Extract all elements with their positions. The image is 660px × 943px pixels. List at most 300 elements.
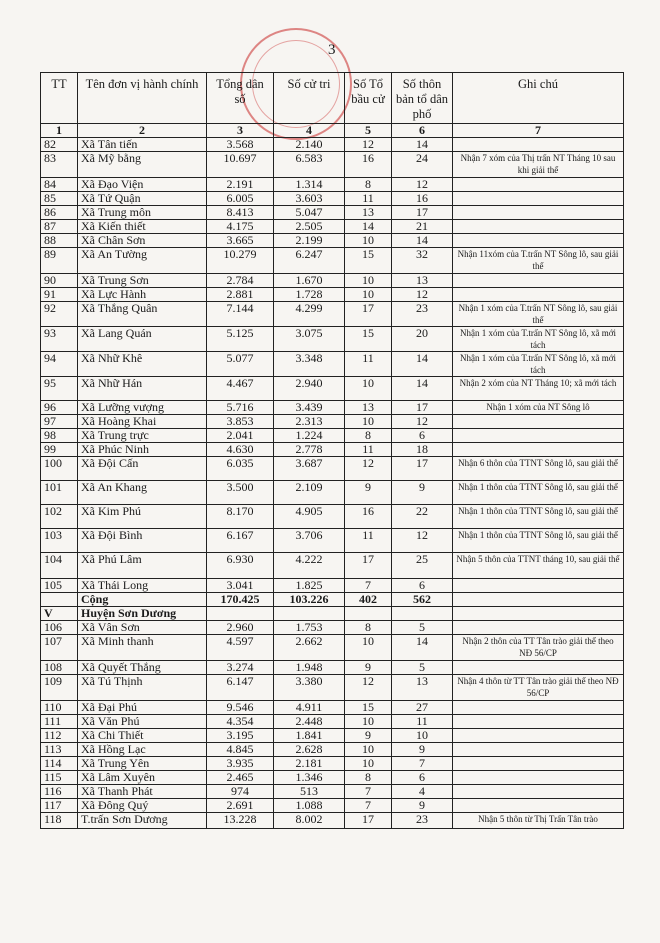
cell-tt: 88	[41, 234, 78, 248]
cell-villages: 6	[392, 771, 453, 785]
col-num: 5	[345, 124, 392, 138]
cell-note	[453, 138, 624, 152]
cell-tt: 103	[41, 529, 78, 553]
cell-voters: 2.505	[274, 220, 345, 234]
cell-villages: 11	[392, 715, 453, 729]
table-row	[41, 607, 624, 621]
cell-villages: 13	[392, 675, 453, 701]
cell-villages: 18	[392, 443, 453, 457]
table-row	[41, 220, 624, 234]
table-row	[41, 352, 624, 377]
cell-population	[207, 607, 274, 621]
cell-name: Xã Trung môn	[78, 206, 207, 220]
cell-population: 2.041	[207, 429, 274, 443]
cell-tt: 106	[41, 621, 78, 635]
cell-tt	[41, 593, 78, 607]
cell-election-teams: 11	[345, 443, 392, 457]
cell-election-teams: 10	[345, 743, 392, 757]
cell-tt: 100	[41, 457, 78, 481]
table-row	[41, 635, 624, 661]
cell-villages: 17	[392, 457, 453, 481]
table-row	[41, 757, 624, 771]
cell-villages: 23	[392, 813, 453, 829]
cell-population: 7.144	[207, 302, 274, 327]
column-number-row	[41, 124, 624, 138]
cell-population: 3.935	[207, 757, 274, 771]
cell-tt: V	[41, 607, 78, 621]
cell-voters: 3.075	[274, 327, 345, 352]
cell-villages: 12	[392, 415, 453, 429]
cell-note	[453, 701, 624, 715]
cell-note	[453, 785, 624, 799]
cell-voters: 103.226	[274, 593, 345, 607]
cell-election-teams: 8	[345, 621, 392, 635]
cell-note	[453, 220, 624, 234]
cell-tt: 97	[41, 415, 78, 429]
cell-election-teams: 402	[345, 593, 392, 607]
cell-voters: 2.181	[274, 757, 345, 771]
cell-population: 5.125	[207, 327, 274, 352]
cell-population: 4.597	[207, 635, 274, 661]
cell-note: Nhận 7 xóm của Thị trấn NT Tháng 10 sau khi giải thể	[453, 152, 624, 178]
cell-population: 2.784	[207, 274, 274, 288]
cell-voters: 1.088	[274, 799, 345, 813]
cell-voters: 1.346	[274, 771, 345, 785]
cell-name: Xã Đội Cấn	[78, 457, 207, 481]
cell-tt: 86	[41, 206, 78, 220]
col-num: 2	[78, 124, 207, 138]
table-row	[41, 771, 624, 785]
cell-voters: 1.753	[274, 621, 345, 635]
cell-villages: 24	[392, 152, 453, 178]
cell-villages: 21	[392, 220, 453, 234]
cell-name: Xã Hoàng Khai	[78, 415, 207, 429]
cell-election-teams: 7	[345, 579, 392, 593]
cell-villages: 17	[392, 206, 453, 220]
header-name: Tên đơn vị hành chính	[78, 73, 207, 124]
header-row	[41, 73, 624, 124]
header-population: Tổng dân số	[207, 73, 274, 124]
header-tt: TT	[41, 73, 78, 124]
cell-voters: 8.002	[274, 813, 345, 829]
cell-election-teams: 10	[345, 234, 392, 248]
cell-tt: 93	[41, 327, 78, 352]
cell-voters	[274, 607, 345, 621]
cell-tt: 110	[41, 701, 78, 715]
cell-note	[453, 799, 624, 813]
cell-name: Xã Thái Long	[78, 579, 207, 593]
cell-population: 3.853	[207, 415, 274, 429]
cell-note	[453, 274, 624, 288]
cell-tt: 98	[41, 429, 78, 443]
cell-villages: 6	[392, 429, 453, 443]
cell-tt: 114	[41, 757, 78, 771]
cell-voters: 1.670	[274, 274, 345, 288]
cell-villages: 10	[392, 729, 453, 743]
table-row	[41, 327, 624, 352]
col-num: 4	[274, 124, 345, 138]
cell-election-teams: 13	[345, 401, 392, 415]
cell-tt: 94	[41, 352, 78, 377]
cell-tt: 108	[41, 661, 78, 675]
cell-tt: 109	[41, 675, 78, 701]
cell-election-teams: 9	[345, 661, 392, 675]
cell-note: Nhận 2 xóm của NT Tháng 10; xã mới tách	[453, 377, 624, 401]
col-num: 7	[453, 124, 624, 138]
cell-population: 3.195	[207, 729, 274, 743]
cell-name: Xã Đạo Viện	[78, 178, 207, 192]
table-row	[41, 579, 624, 593]
cell-voters: 3.380	[274, 675, 345, 701]
cell-name: Xã Đông Quý	[78, 799, 207, 813]
cell-villages: 9	[392, 743, 453, 757]
header-election-teams: Số Tổ bầu cử	[345, 73, 392, 124]
cell-name: Xã Kim Phú	[78, 505, 207, 529]
cell-note	[453, 178, 624, 192]
admin-units-table	[40, 72, 624, 829]
cell-note: Nhận 11xóm của T.trấn NT Sông lô, sau giải thể	[453, 248, 624, 274]
cell-tt: 112	[41, 729, 78, 743]
cell-note	[453, 743, 624, 757]
cell-election-teams: 17	[345, 302, 392, 327]
table-row	[41, 248, 624, 274]
cell-voters: 2.940	[274, 377, 345, 401]
cell-name: Xã Hồng Lạc	[78, 743, 207, 757]
cell-population: 8.170	[207, 505, 274, 529]
table-body	[41, 138, 624, 829]
cell-population: 5.716	[207, 401, 274, 415]
cell-note	[453, 715, 624, 729]
cell-tt: 90	[41, 274, 78, 288]
cell-election-teams: 10	[345, 715, 392, 729]
cell-population: 6.005	[207, 192, 274, 206]
cell-note	[453, 729, 624, 743]
cell-name: Xã Trung Yên	[78, 757, 207, 771]
cell-tt: 111	[41, 715, 78, 729]
cell-note	[453, 757, 624, 771]
cell-election-teams: 8	[345, 771, 392, 785]
cell-note: Nhận 1 xóm của T.trấn NT Sông lô, xã mới tách	[453, 327, 624, 352]
cell-villages: 12	[392, 178, 453, 192]
cell-villages: 27	[392, 701, 453, 715]
cell-tt: 83	[41, 152, 78, 178]
cell-tt: 104	[41, 553, 78, 579]
cell-population: 9.546	[207, 701, 274, 715]
cell-election-teams: 10	[345, 635, 392, 661]
cell-note: Nhận 1 xóm của T.trấn NT Sông lô, xã mới tách	[453, 352, 624, 377]
cell-name: Xã Thanh Phát	[78, 785, 207, 799]
cell-tt: 95	[41, 377, 78, 401]
cell-voters: 5.047	[274, 206, 345, 220]
cell-villages: 22	[392, 505, 453, 529]
cell-election-teams: 11	[345, 529, 392, 553]
cell-tt: 89	[41, 248, 78, 274]
cell-election-teams: 14	[345, 220, 392, 234]
cell-population: 3.665	[207, 234, 274, 248]
cell-election-teams: 9	[345, 729, 392, 743]
cell-tt: 101	[41, 481, 78, 505]
cell-voters: 513	[274, 785, 345, 799]
cell-election-teams: 10	[345, 377, 392, 401]
cell-tt: 99	[41, 443, 78, 457]
cell-note	[453, 621, 624, 635]
cell-election-teams: 12	[345, 675, 392, 701]
cell-note	[453, 192, 624, 206]
cell-election-teams: 8	[345, 178, 392, 192]
cell-note: Nhận 6 thôn của TTNT Sông lô, sau giải thể	[453, 457, 624, 481]
cell-villages: 4	[392, 785, 453, 799]
cell-note	[453, 206, 624, 220]
cell-population: 974	[207, 785, 274, 799]
cell-population: 4.630	[207, 443, 274, 457]
cell-villages: 14	[392, 352, 453, 377]
cell-voters: 3.348	[274, 352, 345, 377]
cell-name: Xã Đại Phú	[78, 701, 207, 715]
cell-note: Nhận 2 thôn của TT Tân trào giải thể theo NĐ 56/CP	[453, 635, 624, 661]
cell-note	[453, 443, 624, 457]
col-num: 6	[392, 124, 453, 138]
table-row	[41, 529, 624, 553]
table-row	[41, 274, 624, 288]
cell-tt: 116	[41, 785, 78, 799]
cell-election-teams: 11	[345, 352, 392, 377]
cell-villages: 7	[392, 757, 453, 771]
cell-note: Nhận 1 thôn của TTNT Sông lô, sau giải thể	[453, 505, 624, 529]
table-row	[41, 593, 624, 607]
cell-name: Xã Phúc Ninh	[78, 443, 207, 457]
cell-tt: 102	[41, 505, 78, 529]
cell-name: Xã Trung trực	[78, 429, 207, 443]
cell-election-teams: 7	[345, 799, 392, 813]
cell-voters: 1.224	[274, 429, 345, 443]
table-row	[41, 443, 624, 457]
cell-villages: 14	[392, 635, 453, 661]
table-row	[41, 206, 624, 220]
cell-villages: 6	[392, 579, 453, 593]
cell-name: Xã Nhữ Hán	[78, 377, 207, 401]
cell-voters: 6.583	[274, 152, 345, 178]
cell-villages: 23	[392, 302, 453, 327]
cell-villages: 14	[392, 138, 453, 152]
cell-election-teams: 9	[345, 481, 392, 505]
table-row	[41, 743, 624, 757]
cell-name: Xã Quyết Thắng	[78, 661, 207, 675]
cell-voters: 2.313	[274, 415, 345, 429]
cell-tt: 105	[41, 579, 78, 593]
cell-name: Xã Mỹ bằng	[78, 152, 207, 178]
cell-election-teams: 17	[345, 553, 392, 579]
cell-voters: 2.199	[274, 234, 345, 248]
cell-population: 10.697	[207, 152, 274, 178]
cell-population: 4.354	[207, 715, 274, 729]
cell-name: Xã Lưỡng vượng	[78, 401, 207, 415]
cell-population: 6.035	[207, 457, 274, 481]
cell-tt: 82	[41, 138, 78, 152]
cell-election-teams	[345, 607, 392, 621]
cell-population: 170.425	[207, 593, 274, 607]
cell-population: 3.568	[207, 138, 274, 152]
cell-villages: 16	[392, 192, 453, 206]
cell-name: Xã Minh thanh	[78, 635, 207, 661]
table-row	[41, 729, 624, 743]
cell-voters: 4.905	[274, 505, 345, 529]
cell-name: Xã Tứ Quận	[78, 192, 207, 206]
cell-name: Xã Lâm Xuyên	[78, 771, 207, 785]
cell-population: 6.167	[207, 529, 274, 553]
cell-villages: 14	[392, 234, 453, 248]
cell-voters: 6.247	[274, 248, 345, 274]
cell-voters: 2.628	[274, 743, 345, 757]
cell-election-teams: 15	[345, 248, 392, 274]
cell-name: Xã Lang Quán	[78, 327, 207, 352]
cell-population: 3.041	[207, 579, 274, 593]
cell-voters: 2.109	[274, 481, 345, 505]
cell-election-teams: 17	[345, 813, 392, 829]
cell-villages: 20	[392, 327, 453, 352]
cell-name: Huyện Sơn Dương	[78, 607, 207, 621]
cell-election-teams: 7	[345, 785, 392, 799]
cell-tt: 84	[41, 178, 78, 192]
cell-name: Xã Chi Thiết	[78, 729, 207, 743]
cell-tt: 118	[41, 813, 78, 829]
cell-villages: 14	[392, 377, 453, 401]
cell-election-teams: 13	[345, 206, 392, 220]
cell-population: 2.465	[207, 771, 274, 785]
cell-population: 4.175	[207, 220, 274, 234]
cell-tt: 113	[41, 743, 78, 757]
table-row	[41, 192, 624, 206]
cell-tt: 91	[41, 288, 78, 302]
header-villages: Số thôn bản tổ dân phố	[392, 73, 453, 124]
cell-voters: 1.728	[274, 288, 345, 302]
table-row	[41, 553, 624, 579]
cell-note	[453, 771, 624, 785]
cell-note	[453, 593, 624, 607]
cell-note	[453, 429, 624, 443]
cell-villages: 5	[392, 661, 453, 675]
cell-tt: 85	[41, 192, 78, 206]
cell-note	[453, 607, 624, 621]
cell-election-teams: 16	[345, 505, 392, 529]
cell-villages: 9	[392, 799, 453, 813]
cell-voters: 1.948	[274, 661, 345, 675]
cell-note: Nhận 5 thôn của TTNT tháng 10, sau giải thể	[453, 553, 624, 579]
cell-villages: 17	[392, 401, 453, 415]
cell-name: Cộng	[78, 593, 207, 607]
table-row	[41, 457, 624, 481]
cell-voters: 1.314	[274, 178, 345, 192]
cell-election-teams: 15	[345, 327, 392, 352]
cell-note	[453, 579, 624, 593]
cell-voters: 4.299	[274, 302, 345, 327]
cell-name: T.trấn Sơn Dương	[78, 813, 207, 829]
cell-note: Nhận 5 thôn từ Thị Trấn Tân trào	[453, 813, 624, 829]
cell-note	[453, 661, 624, 675]
cell-voters: 1.825	[274, 579, 345, 593]
cell-tt: 96	[41, 401, 78, 415]
table-row	[41, 302, 624, 327]
cell-voters: 4.222	[274, 553, 345, 579]
cell-name: Xã Thắng Quân	[78, 302, 207, 327]
cell-villages: 12	[392, 288, 453, 302]
cell-name: Xã Chân Sơn	[78, 234, 207, 248]
cell-population: 5.077	[207, 352, 274, 377]
cell-population: 6.930	[207, 553, 274, 579]
cell-name: Xã Nhữ Khê	[78, 352, 207, 377]
cell-voters: 3.603	[274, 192, 345, 206]
cell-population: 2.691	[207, 799, 274, 813]
table-row	[41, 715, 624, 729]
cell-note: Nhận 1 xóm của T.trấn NT Sông lô, sau giải thể	[453, 302, 624, 327]
table-row	[41, 661, 624, 675]
cell-name: Xã Lực Hành	[78, 288, 207, 302]
cell-election-teams: 10	[345, 757, 392, 771]
cell-voters: 2.662	[274, 635, 345, 661]
cell-population: 10.279	[207, 248, 274, 274]
cell-name: Xã An Tường	[78, 248, 207, 274]
cell-villages: 9	[392, 481, 453, 505]
cell-villages: 12	[392, 529, 453, 553]
header-notes: Ghi chú	[453, 73, 624, 124]
cell-name: Xã Phú Lâm	[78, 553, 207, 579]
cell-voters: 3.706	[274, 529, 345, 553]
cell-tt: 107	[41, 635, 78, 661]
cell-voters: 4.911	[274, 701, 345, 715]
cell-villages: 25	[392, 553, 453, 579]
cell-note	[453, 415, 624, 429]
header-voters: Số cử tri	[274, 73, 345, 124]
table-row	[41, 401, 624, 415]
table-row	[41, 377, 624, 401]
cell-name: Xã Tú Thịnh	[78, 675, 207, 701]
cell-note: Nhận 1 xóm của NT Sông lô	[453, 401, 624, 415]
table-row	[41, 288, 624, 302]
cell-population: 3.274	[207, 661, 274, 675]
cell-note	[453, 288, 624, 302]
table-row	[41, 675, 624, 701]
cell-voters: 2.140	[274, 138, 345, 152]
cell-election-teams: 8	[345, 429, 392, 443]
cell-name: Xã Văn Phú	[78, 715, 207, 729]
cell-election-teams: 12	[345, 457, 392, 481]
table-row	[41, 429, 624, 443]
cell-name: Xã Tân tiến	[78, 138, 207, 152]
cell-voters: 2.778	[274, 443, 345, 457]
cell-election-teams: 10	[345, 288, 392, 302]
table-row	[41, 621, 624, 635]
table-row	[41, 505, 624, 529]
cell-tt: 115	[41, 771, 78, 785]
cell-voters: 3.687	[274, 457, 345, 481]
table-row	[41, 415, 624, 429]
table-row	[41, 234, 624, 248]
cell-population: 8.413	[207, 206, 274, 220]
cell-population: 4.845	[207, 743, 274, 757]
cell-tt: 117	[41, 799, 78, 813]
table-row	[41, 481, 624, 505]
cell-election-teams: 15	[345, 701, 392, 715]
cell-note	[453, 234, 624, 248]
table-row	[41, 152, 624, 178]
cell-election-teams: 10	[345, 415, 392, 429]
cell-villages: 13	[392, 274, 453, 288]
cell-election-teams: 12	[345, 138, 392, 152]
cell-name: Xã Đội Bình	[78, 529, 207, 553]
table-row	[41, 785, 624, 799]
cell-population: 6.147	[207, 675, 274, 701]
table-row	[41, 799, 624, 813]
cell-election-teams: 16	[345, 152, 392, 178]
